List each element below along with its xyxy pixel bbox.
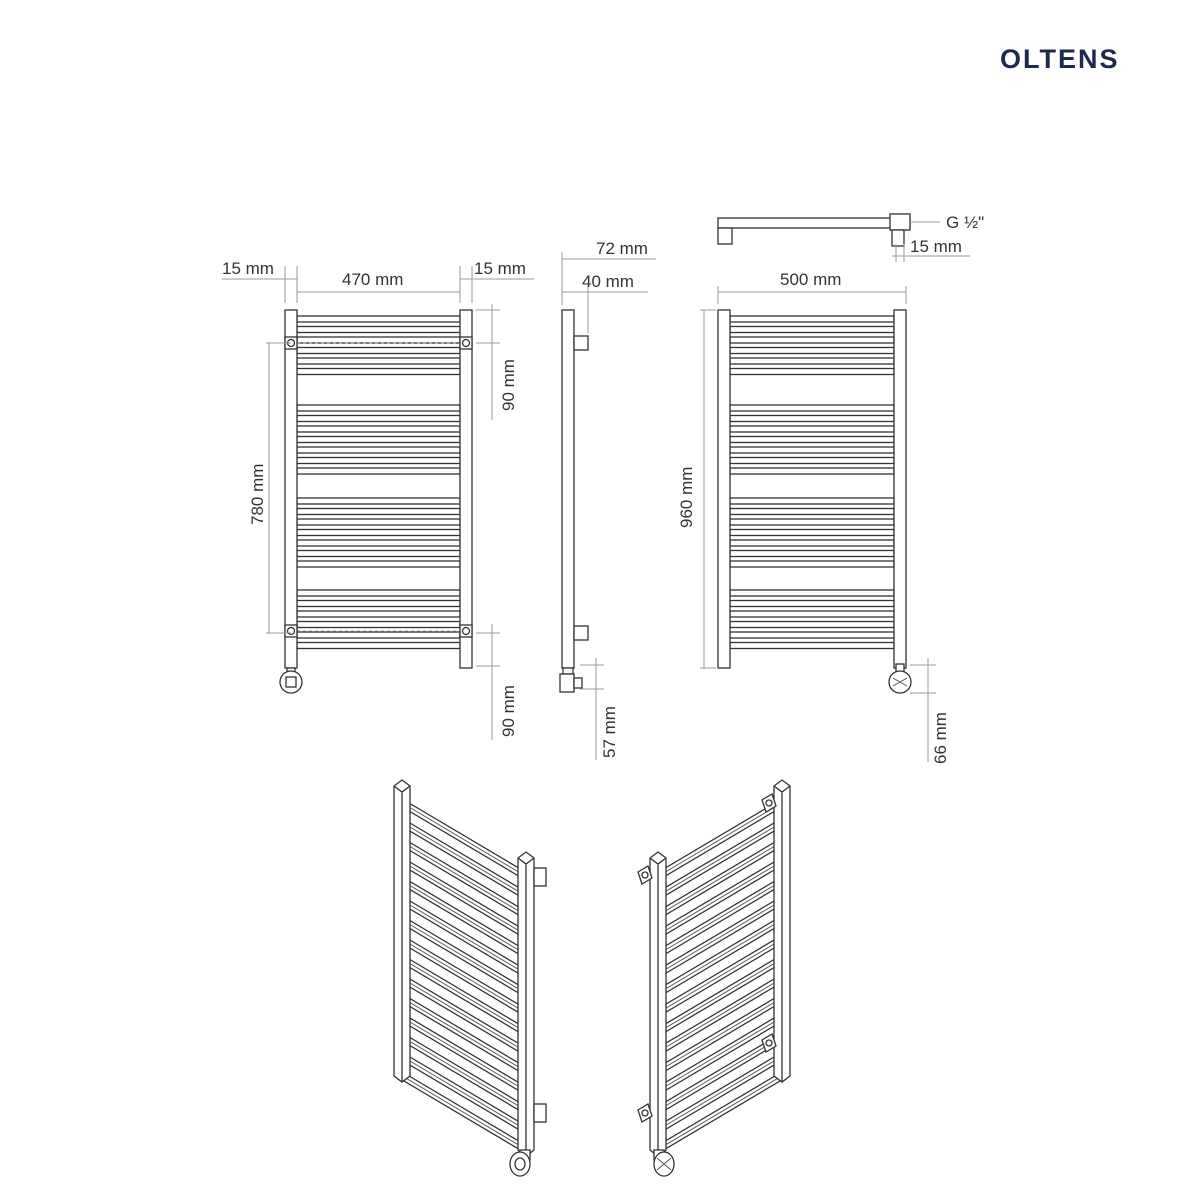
iso-right-rails [662, 800, 780, 1151]
front-rail [297, 509, 460, 515]
front-left-offset-label: 15 mm [222, 259, 274, 278]
back-rail [730, 590, 894, 596]
iso-right-valve [654, 1150, 674, 1176]
back-rail [730, 416, 894, 422]
back-rail [730, 498, 894, 504]
top-right-connector [890, 214, 910, 230]
back-rail [730, 643, 894, 649]
front-rail [297, 622, 460, 628]
back-rails [730, 316, 894, 649]
back-rail [730, 540, 894, 546]
back-rail [730, 327, 894, 333]
back-rail [730, 519, 894, 525]
front-rail [297, 458, 460, 464]
top-bar [718, 218, 910, 228]
iso-left-valve [510, 1150, 530, 1176]
front-rail [297, 590, 460, 596]
side-depth-wall-label: 40 mm [582, 272, 634, 291]
back-rail [730, 358, 894, 364]
back-rail [730, 468, 894, 474]
side-valve-height-label: 57 mm [600, 706, 619, 758]
front-rail [297, 447, 460, 453]
front-rail [297, 498, 460, 504]
front-right-offset-label: 15 mm [474, 259, 526, 278]
iso-left-rails [404, 800, 522, 1151]
isometric-view-left [394, 780, 546, 1176]
front-rail [297, 369, 460, 375]
front-width-label: 470 mm [342, 270, 404, 289]
front-right-post [460, 310, 472, 668]
back-width-label: 500 mm [780, 270, 842, 289]
back-rail [730, 601, 894, 607]
back-rail [730, 509, 894, 515]
front-rail [297, 601, 460, 607]
back-rail [730, 405, 894, 411]
front-rail [297, 358, 460, 364]
front-mount-spacing-label: 780 mm [248, 463, 267, 525]
back-rail [730, 622, 894, 628]
front-rail [297, 468, 460, 474]
front-bottom-offset-label: 90 mm [499, 685, 518, 737]
front-rail [297, 643, 460, 649]
back-rail [730, 530, 894, 536]
back-rail [730, 611, 894, 617]
brand-logo: OLTENS [1000, 44, 1120, 74]
back-rail [730, 337, 894, 343]
front-rail [297, 316, 460, 322]
side-valve [560, 668, 582, 692]
back-rail [730, 369, 894, 375]
front-rail [297, 632, 460, 638]
back-height-label: 960 mm [677, 466, 696, 528]
front-left-post [285, 310, 297, 668]
back-rail [730, 348, 894, 354]
back-rail [730, 437, 894, 443]
front-rail [297, 437, 460, 443]
back-left-post [718, 310, 730, 668]
front-rail [297, 530, 460, 536]
back-rail [730, 551, 894, 557]
front-view [222, 259, 534, 740]
back-rail [730, 447, 894, 453]
front-rail [297, 551, 460, 557]
back-rail [730, 561, 894, 567]
front-bracket-bottom-left [285, 625, 297, 637]
side-post [562, 310, 574, 668]
front-top-offset-label: 90 mm [499, 359, 518, 411]
back-rail [730, 458, 894, 464]
top-view [718, 213, 984, 262]
back-view [677, 270, 950, 764]
side-bracket-top [574, 336, 588, 350]
front-rail [297, 405, 460, 411]
top-left-connector [718, 228, 732, 244]
front-rail [297, 416, 460, 422]
front-rail [297, 337, 460, 343]
front-rail [297, 348, 460, 354]
top-pipe-offset-label: 15 mm [910, 237, 962, 256]
back-rail [730, 632, 894, 638]
front-rail [297, 327, 460, 333]
back-valve [889, 664, 911, 693]
top-thread-label: G ½" [946, 213, 985, 232]
top-valve [892, 230, 904, 246]
back-right-post [894, 310, 906, 668]
side-view [560, 239, 656, 760]
front-rail [297, 519, 460, 525]
back-rail [730, 426, 894, 432]
front-bracket-top-right [460, 337, 472, 349]
front-rail [297, 561, 460, 567]
isometric-view-right [638, 780, 790, 1176]
front-rail [297, 611, 460, 617]
front-rails [297, 316, 460, 649]
back-rail [730, 316, 894, 322]
front-rail [297, 540, 460, 546]
front-valve [280, 668, 302, 693]
iso-left-bracket-bottom [534, 1104, 546, 1122]
side-depth-total-label: 72 mm [596, 239, 648, 258]
front-rail [297, 426, 460, 432]
front-bracket-bottom-right [460, 625, 472, 637]
side-bracket-bottom [574, 626, 588, 640]
iso-left-bracket-top [534, 868, 546, 886]
back-valve-height-label: 66 mm [931, 712, 950, 764]
